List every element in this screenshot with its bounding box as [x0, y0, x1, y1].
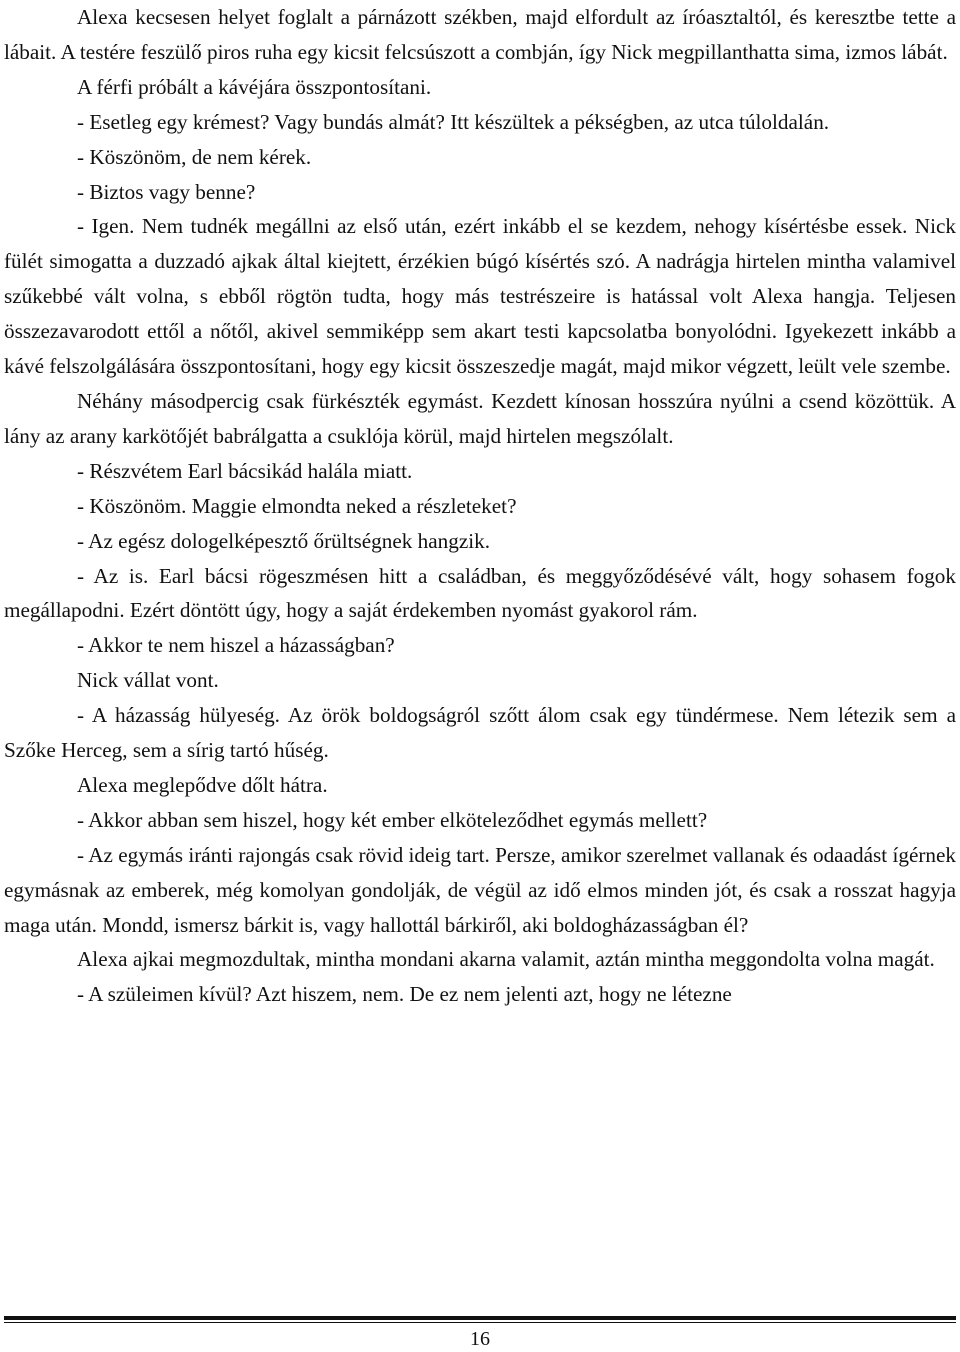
paragraph: - Akkor abban sem hiszel, hogy két ember elköteleződhet egymás mellett? — [77, 807, 708, 832]
paragraph: - Köszönöm, de nem kérek. — [77, 144, 312, 169]
paragraph: - Az is. Earl bácsi rögeszmésen hitt a családban, és meggyőződésévé vált, hogy sohasem fogok megállapodni. Ezért döntött úgy, hogy a saját érdekemben nyomást gyakorol rám. — [4, 563, 956, 623]
paragraph: - Az egymás iránti rajongás csak rövid ideig tart. Persze, amikor szerelmet vallanak és odaadást ígérnek egymásnak az emberek, még komolyan gondolják, de végül az idő elmos minden jót, és csak a rosszat hagyja maga után. Mondd, ismersz bárkit is, vagy hallottál bárkiről, aki boldogházasságban él? — [4, 842, 956, 937]
paragraph: Alexa meglepődve dőlt hátra. — [77, 772, 328, 797]
paragraph: Alexa ajkai megmozdultak, mintha mondani akarna valamit, aztán mintha meggondolta volna magát. — [77, 947, 935, 972]
paragraph: A férfi próbált a kávéjára összpontosítani. — [77, 74, 432, 99]
paragraph: - Biztos vagy benne? — [77, 179, 256, 204]
paragraph: - Igen. Nem tudnék megállni az első után, ezért inkább el se kezdem, nehogy kísértésbe essek. Nick fülét simogatta a duzzadó ajkak által kiejtett, érzékien búgó kísértés szó. A nadrágja hirtelen mintha valamivel szűkebbé vált volna, s ebből rögtön tudta, hogy más testrészeire is hatással volt Alexa hangja. Teljesen összezavarodott ettől a nőtől, akivel semmiképp sem akart testi kapcsolatba bonyolódni. Igyekezett inkább a kávé felszolgálására összpontosítani, hogy egy kicsit összeszedje magát, majd mikor végzett, leült vele szembe. — [4, 214, 956, 379]
paragraph: Nick vállat vont. — [77, 668, 219, 693]
paragraph: - A házasság hülyeség. Az örök boldogságról szőtt álom csak egy tündérmese. Nem létezik sem a Szőke Herceg, sem a sírig tartó hűség. — [4, 703, 956, 763]
paragraph: - Az egész dologelképesztő őrültségnek hangzik. — [77, 528, 491, 553]
footer-rule-thin — [4, 1322, 956, 1323]
paragraph: - Részvétem Earl bácsikád halála miatt. — [77, 458, 413, 483]
page-body — [4, 0, 956, 1012]
paragraph: Alexa kecsesen helyet foglalt a párnázott székben, majd elfordult az íróasztaltól, és keresztbe tette a lábait. A testére feszülő piros ruha egy kicsit felcsúszott a combján, így Nick megpillanthatta sima, izmos lábát. — [4, 5, 956, 64]
paragraph: - A szüleimen kívül? Azt hiszem, nem. De ez nem jelenti azt, hogy ne létezne — [77, 982, 732, 1007]
paragraph: - Köszönöm. Maggie elmondta neked a részleteket? — [77, 493, 517, 518]
page-number: 16 — [470, 1328, 490, 1350]
paragraph: - Esetleg egy krémest? Vagy bundás almát? Itt készültek a pékségben, az utca túloldalán. — [77, 109, 830, 134]
paragraph: Néhány másodpercig csak fürkészték egymást. Kezdett kínosan hosszúra nyúlni a csend közöttük. A lány az arany karkötőjét babrálgatta a csuklója körül, majd hirtelen megszólalt. — [4, 388, 956, 448]
paragraph: - Akkor te nem hiszel a házasságban? — [77, 633, 395, 658]
footer-rule — [4, 1316, 956, 1320]
